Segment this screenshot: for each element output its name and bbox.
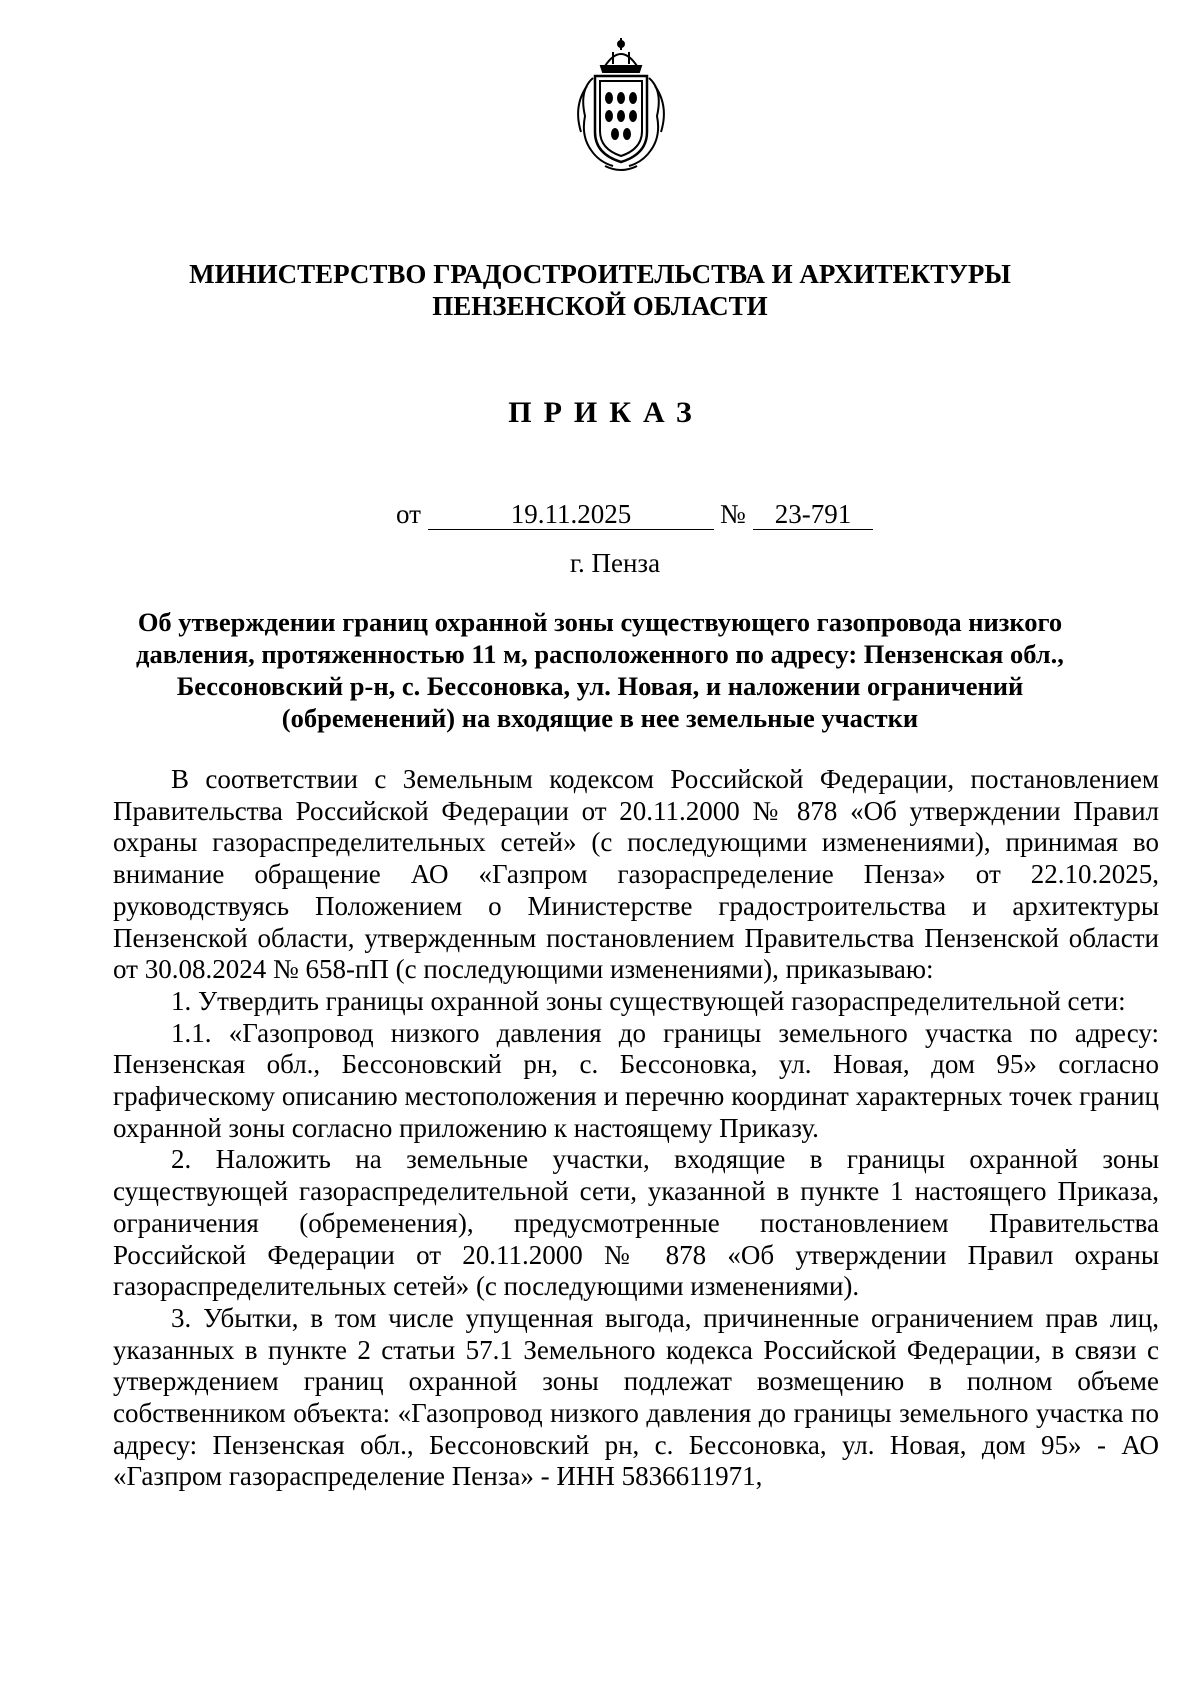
ministry-line-1: МИНИСТЕРСТВО ГРАДОСТРОИТЕЛЬСТВА И АРХИТЕКТУРЫ: [189, 259, 1011, 289]
item-3-paragraph: 3. Убытки, в том числе упущенная выгода, причиненные ограничением прав лиц, указанных в пункте 2 статьи 57.1 Земельного кодекса Российской Федерации, в связи с утверждением границ охранной зоны подлежат возмещению в полном объеме собственником объекта: «Газопровод низкого давления до границы земельного участка по адресу: Пензенская обл., Бессоновский рн, с. Бессоновка, ул. Новая, дом 95» - АО «Газпром газораспределение Пенза» - ИНН 5836611971,: [113, 1302, 1159, 1492]
item-2-paragraph: 2. Наложить на земельные участки, входящие в границы охранной зоны существующей газораспределительной сети, указанной в пункте 1 настоящего Приказа, ограничения (обременения), предусмотренные постановлением Правительства Российской Федерации от 20.11.2000 № 878 «Об утверждении Правил охраны газораспределительных сетей» (с последующими изменениями).: [113, 1144, 1159, 1302]
order-subject: [110, 606, 1090, 734]
subject-line-2: давления, протяженностью 11 м, расположенного по адресу: Пензенская обл.,: [136, 639, 1064, 669]
ministry-line-2: ПЕНЗЕНСКОЙ ОБЛАСТИ: [432, 291, 768, 321]
preamble-paragraph: В соответствии с Земельным кодексом Российской Федерации, постановлением Правительства Российской Федерации от 20.11.2000 № 878 «Об утверждении Правил охраны газораспределительных сетей» (с последующими изменениями), принимая во внимание обращение АО «Газпром газораспределение Пенза» от 22.10.2025, руководствуясь Положением о Министерстве градостроительства и архитектуры Пензенской области, утвержденным постановлением Правительства Пензенской области от 30.08.2024 № 658-пП (с последующими изменениями), приказываю:: [113, 764, 1159, 985]
number-label: №: [720, 499, 746, 529]
subject-line-4: (обременений) на входящие в нее земельные участки: [281, 703, 919, 733]
order-date: 19.11.2025: [428, 497, 714, 530]
order-date-number-row: [0, 497, 1200, 533]
issue-city: г. Пенза: [569, 548, 661, 578]
penza-region-coat-of-arms-icon: [565, 36, 677, 172]
order-number: 23-791: [753, 497, 873, 530]
order-body: [113, 764, 1159, 1493]
item-1-1-paragraph: 1.1. «Газопровод низкого давления до границы земельного участка по адресу: Пензенская обл., Бессоновский рн, с. Бессоновка, ул. Новая, дом 95» согласно графическому описанию местоположения и перечню координат характерных точек границ охранной зоны согласно приложению к настоящему Приказу.: [113, 1017, 1159, 1143]
ministry-heading: [100, 258, 1100, 322]
order-title: ПРИКАЗ: [508, 396, 704, 429]
from-label: от: [396, 499, 421, 529]
subject-line-3: Бессоновский р-н, с. Бессоновка, ул. Новая, и наложении ограничений: [176, 671, 1024, 701]
item-1-paragraph: 1. Утвердить границы охранной зоны существующей газораспределительной сети:: [171, 985, 1126, 1016]
subject-line-1: Об утверждении границ охранной зоны существующего газопровода низкого: [137, 607, 1063, 637]
